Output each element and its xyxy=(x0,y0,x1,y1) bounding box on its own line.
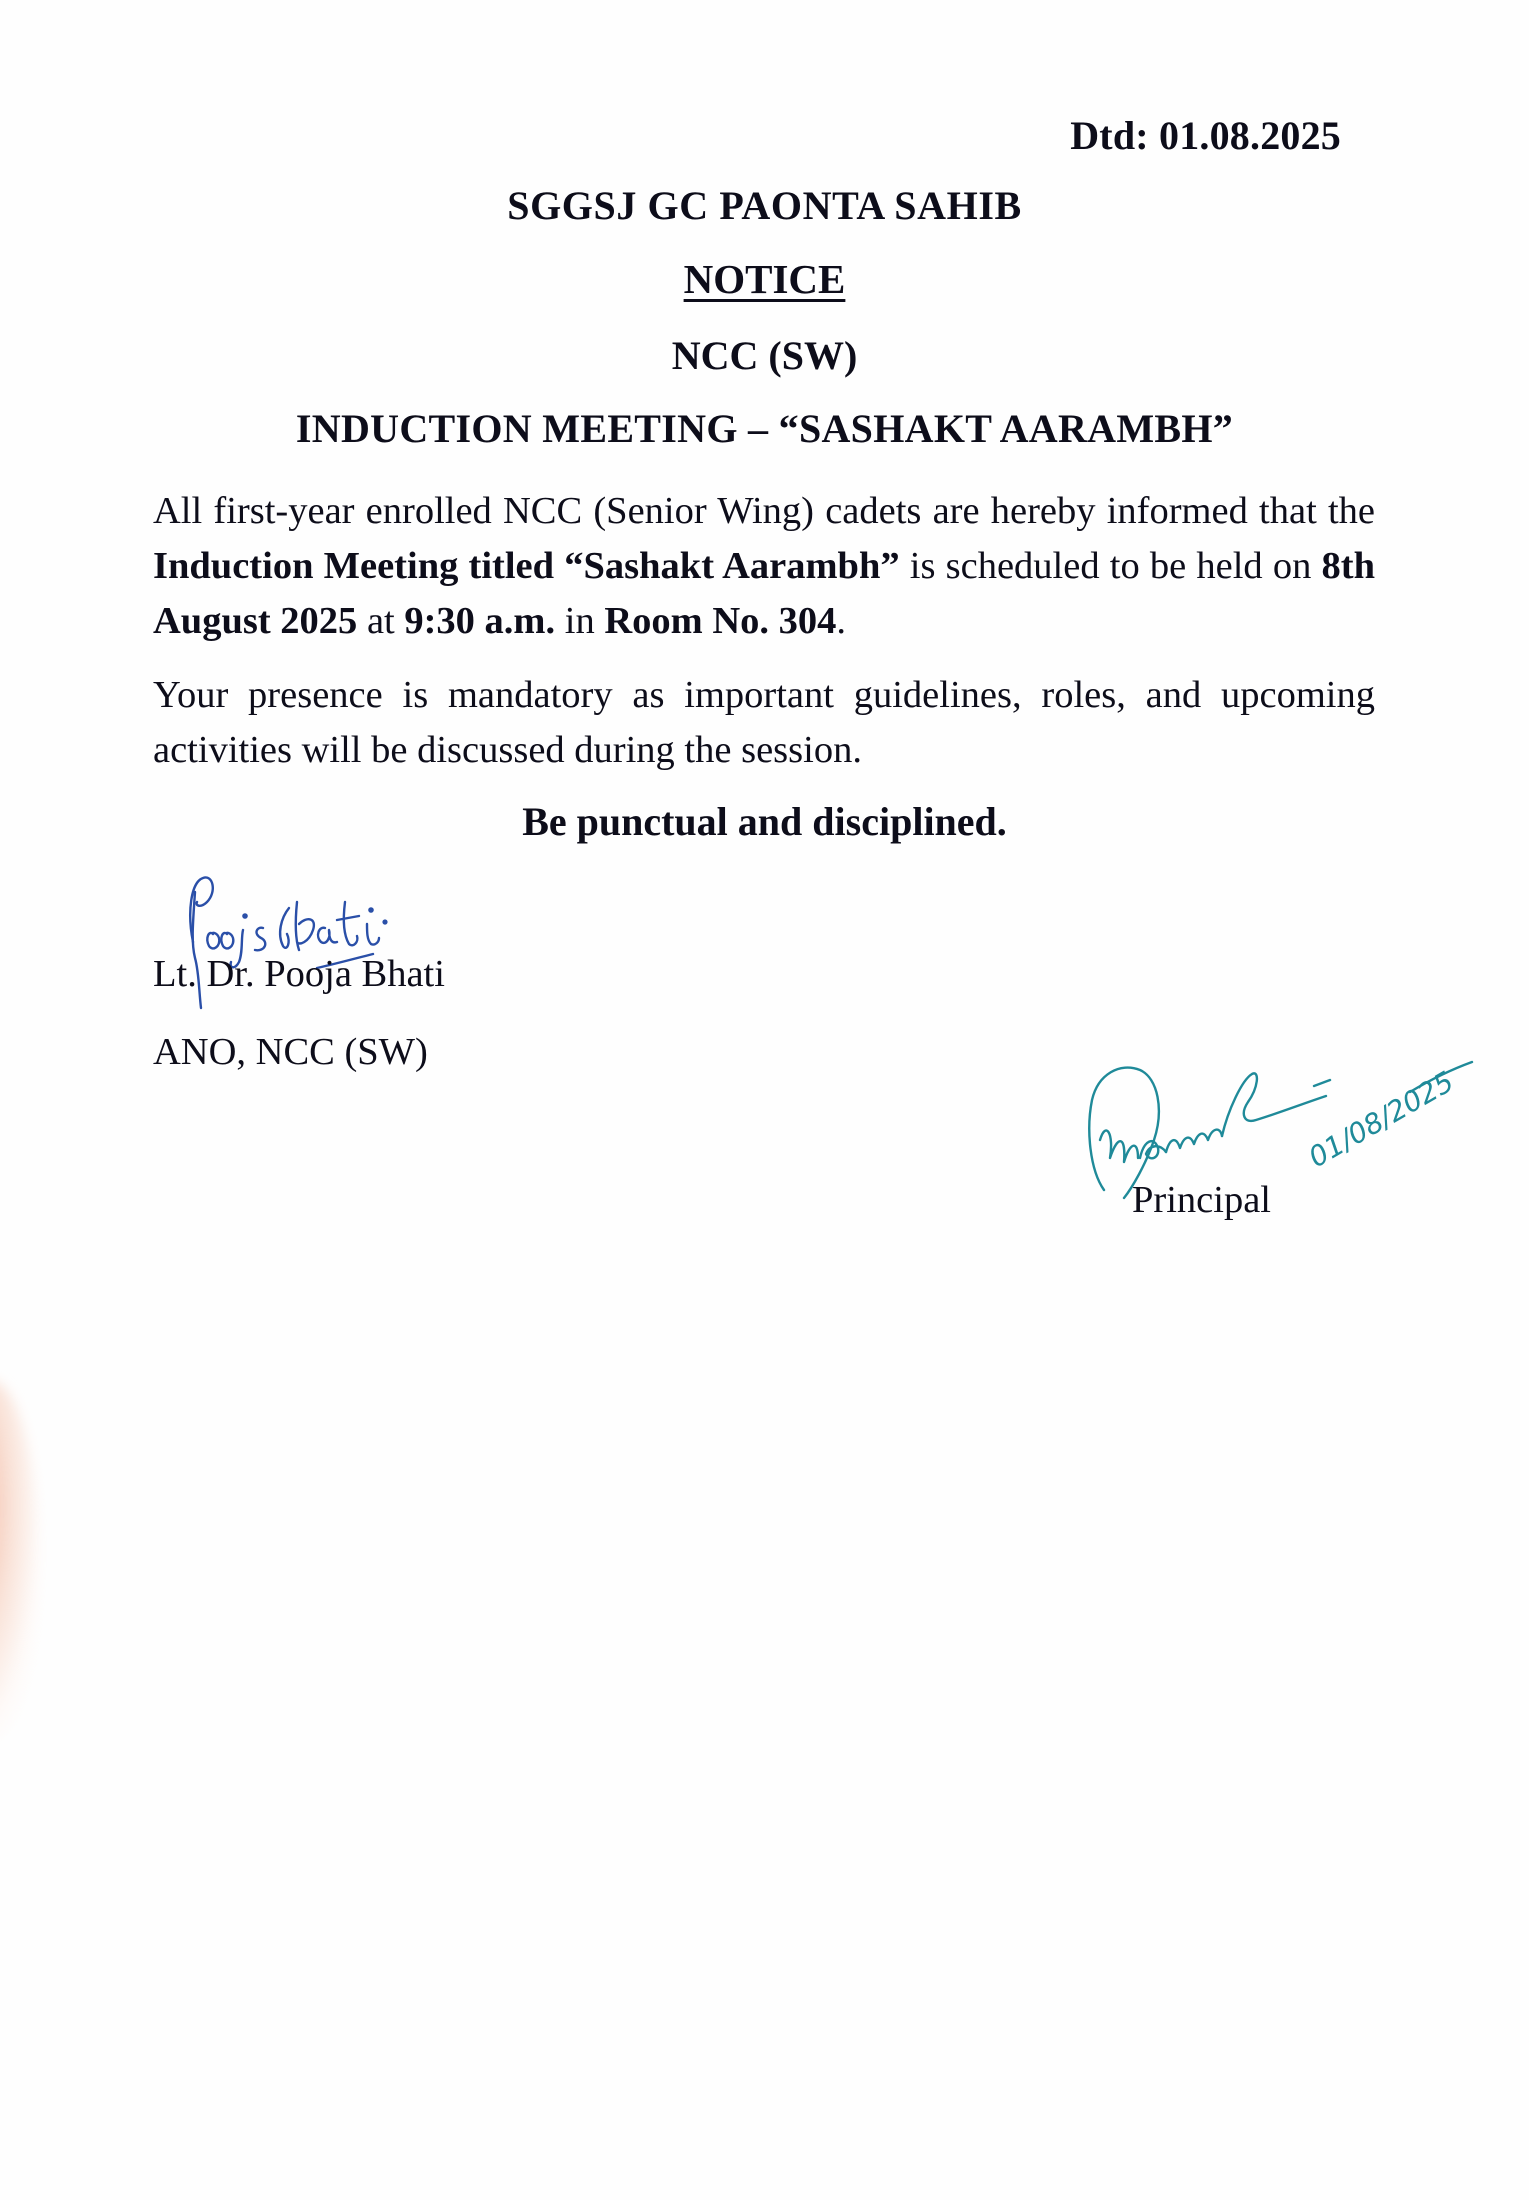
signature-stroke xyxy=(1314,1080,1330,1086)
signatory-designation: ANO, NCC (SW) xyxy=(153,1031,428,1073)
signature-stroke xyxy=(207,933,219,949)
text-run: in xyxy=(555,600,605,642)
meeting-time: 9:30 a.m. xyxy=(404,600,556,642)
signature-stroke xyxy=(255,928,265,951)
signature-dot xyxy=(369,908,372,911)
signature-stroke xyxy=(1100,1130,1138,1162)
signatory-name: Lt. Dr. Pooja Bhati xyxy=(153,953,445,995)
signature-stroke xyxy=(221,933,233,949)
notice-heading xyxy=(0,255,1529,303)
signature-stroke xyxy=(296,902,314,950)
closing-line: Be punctual and disciplined. xyxy=(522,799,1007,844)
meeting-room: Room No. 304 xyxy=(604,600,837,642)
signature-stroke xyxy=(318,928,337,943)
signature-dot xyxy=(384,921,387,924)
mandatory-paragraph: Your presence is mandatory as important guidelines, roles, and upcoming activities will be discussed during the session. xyxy=(153,674,1375,771)
signature-stroke xyxy=(367,924,379,945)
signature-stroke xyxy=(1222,1073,1326,1136)
finger-blur xyxy=(0,1380,40,1740)
unit-heading: NCC (SW) xyxy=(671,333,858,378)
institution-name: SGGSJ GC PAONTA SAHIB xyxy=(507,183,1022,228)
subject-heading: INDUCTION MEETING – “SASHAKT AARAMBH” xyxy=(295,406,1234,451)
signature-dot xyxy=(243,914,246,917)
meeting-title: Induction Meeting titled “Sashakt Aarambh” xyxy=(153,545,900,587)
ano-signature-block xyxy=(153,880,573,1100)
announcement-paragraph xyxy=(153,484,1375,649)
meeting-date: 8th August 2025 xyxy=(153,545,1375,642)
notice-date: Dtd: 01.08.2025 xyxy=(1070,113,1341,158)
principal-label: Principal xyxy=(1132,1179,1271,1221)
text-run: at xyxy=(357,600,405,642)
text-run: is scheduled to be held on xyxy=(899,545,1322,587)
signature-stroke xyxy=(280,908,289,948)
text-run: All first-year enrolled NCC (Senior Wing) cadets are hereby informed that the xyxy=(153,490,1375,532)
principal-signature-block xyxy=(1080,1040,1480,1230)
signature-stroke xyxy=(337,902,359,945)
signature-stroke xyxy=(1166,1130,1222,1152)
notice-label: NOTICE xyxy=(683,256,846,302)
handwritten-date: 01/08/2025 xyxy=(1303,1064,1460,1175)
text-run: . xyxy=(836,600,847,642)
